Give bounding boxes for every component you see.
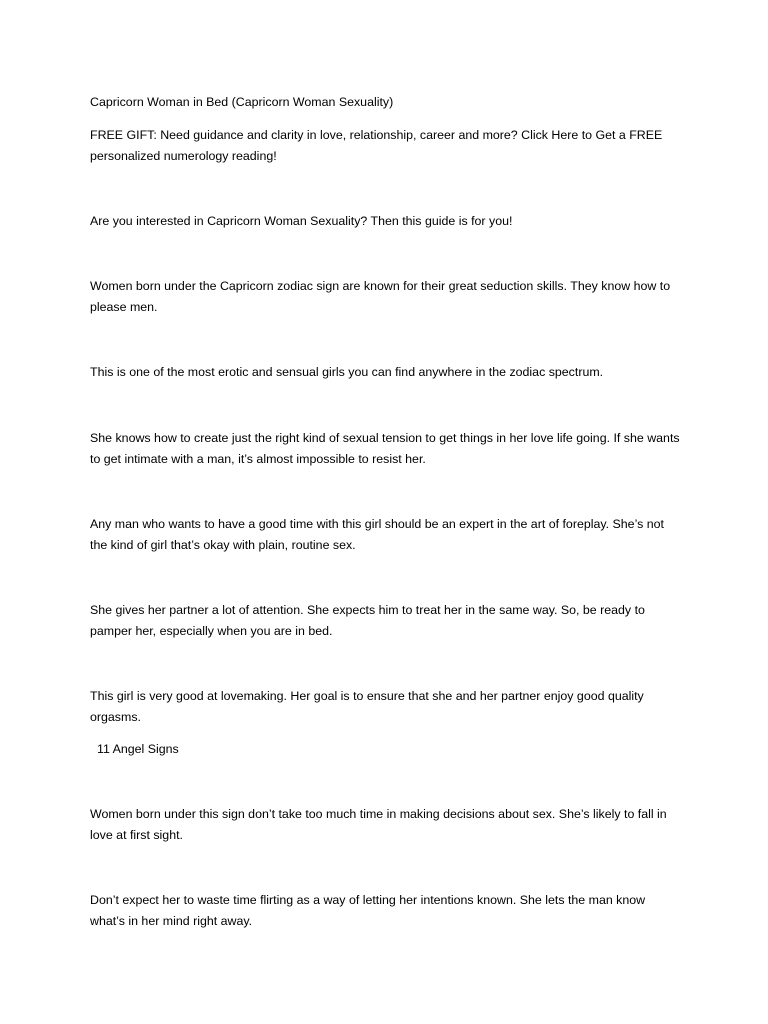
- attention-paragraph: She gives her partner a lot of attention. She expects him to treat her in the same way. So, be ready to pamper her, especially when you are in bed.: [90, 603, 645, 638]
- seduction-paragraph: Women born under the Capricorn zodiac sign are known for their great seduction skills. They know how to please men.: [90, 279, 671, 314]
- flirting-paragraph: Don’t expect her to waste time flirting as a way of letting her intentions known. She lets the man know what’s in her mind right away.: [90, 893, 646, 928]
- angel-signs-link[interactable]: 11 Angel Signs: [97, 742, 179, 756]
- erotic-paragraph: This is one of the most erotic and sensual girls you can find anywhere in the zodiac spectrum.: [90, 365, 604, 379]
- tension-paragraph: She knows how to create just the right kind of sexual tension to get things in her love life going. If she wants to get intimate with a man, it’s almost impossible to resist her.: [90, 431, 680, 466]
- free-gift-paragraph: FREE GIFT: Need guidance and clarity in love, relationship, career and more? Click Here to Get a FREE personalized numerology reading!: [90, 128, 663, 163]
- intro-paragraph: Are you interested in Capricorn Woman Sexuality? Then this guide is for you!: [90, 214, 513, 228]
- foreplay-paragraph: Any man who wants to have a good time with this girl should be an expert in the art of foreplay. She’s not the kind of girl that’s okay with plain, routine sex.: [90, 517, 664, 552]
- decisions-paragraph: Women born under this sign don’t take too much time in making decisions about sex. She’s likely to fall in love at first sight.: [90, 807, 667, 842]
- lovemaking-paragraph: This girl is very good at lovemaking. Her goal is to ensure that she and her partner enjoy good quality orgasms.: [90, 689, 644, 724]
- document-title: Capricorn Woman in Bed (Capricorn Woman Sexuality): [90, 95, 394, 109]
